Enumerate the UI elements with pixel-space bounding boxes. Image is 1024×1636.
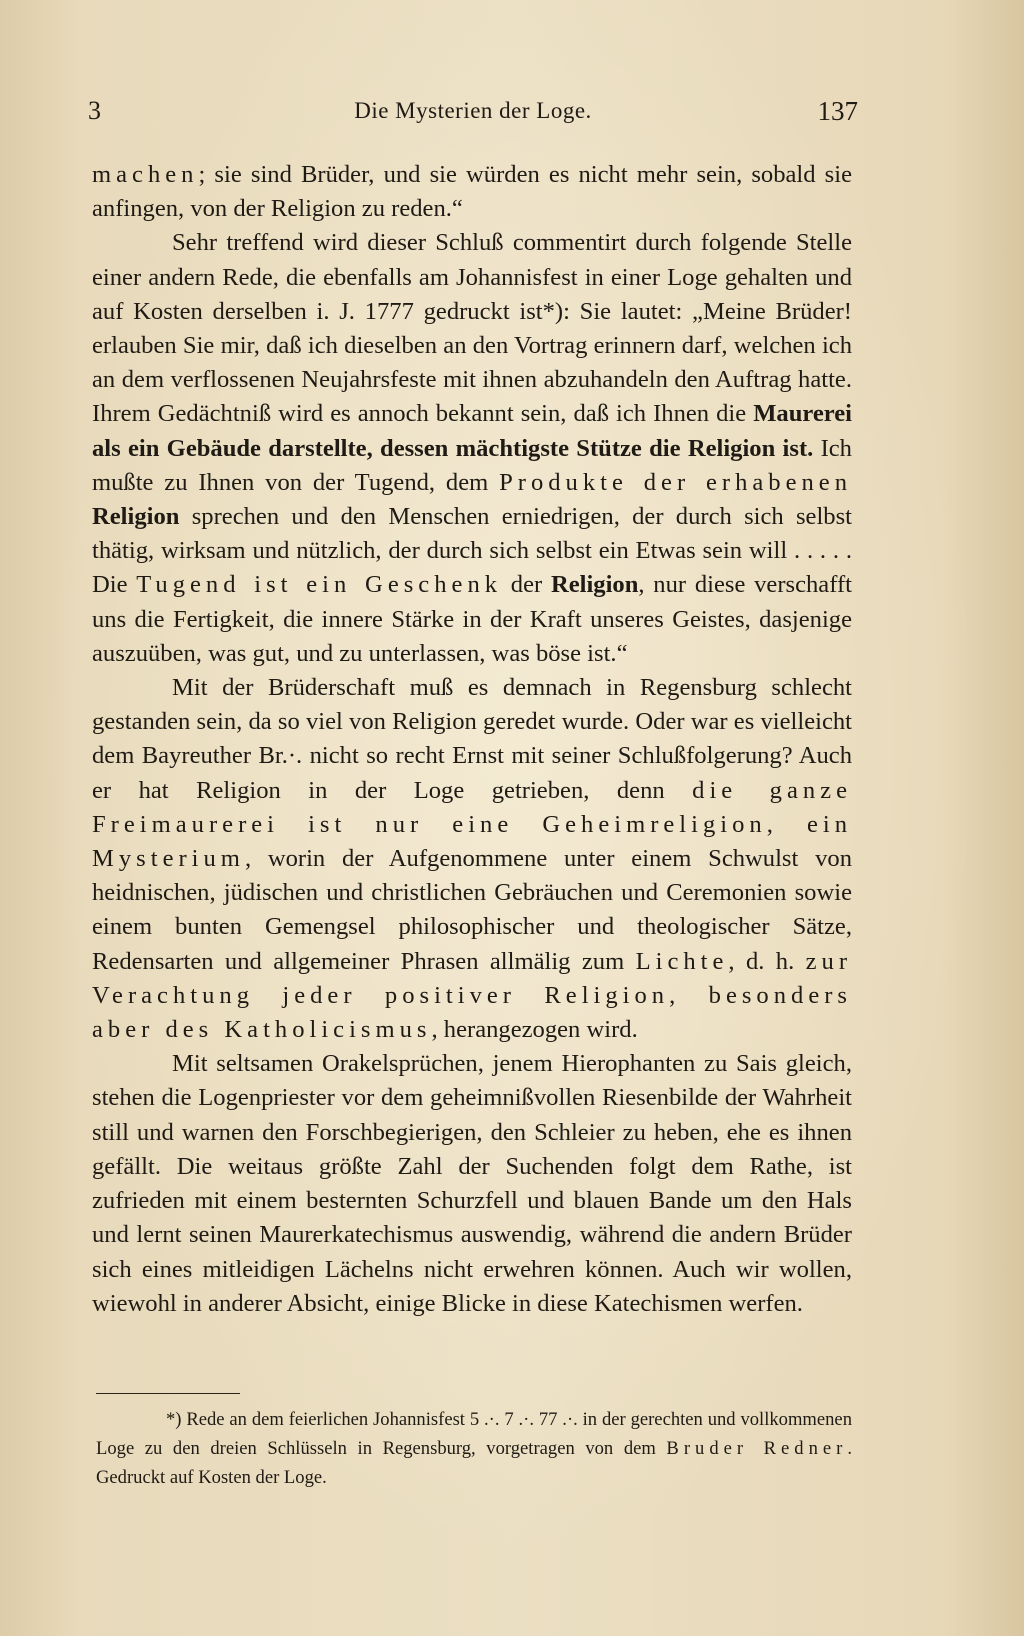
text-run: , nur diese verschafft uns die Fertigkeit, die innere Stärke in der Kraft unseres Geistes, dasjenige auszuüben, was gut, und zu unterlassen, was böse ist.“: [92, 571, 852, 667]
spaced-emphasis: Lichte: [635, 947, 729, 975]
spaced-emphasis: Bruder Redner: [666, 1438, 848, 1459]
spaced-emphasis: Tugend ist ein Geschenk: [136, 571, 503, 599]
text-run: *) Rede an dem feierlichen Johannisfest 5 .·. 7 .·. 77 .·. in der gerechten und vollkommenen Loge zu den dreien Schlüsseln in Regensburg, vorgetragen von dem: [96, 1409, 852, 1459]
text-run: Sehr treffend wird dieser Schluß commentirt durch folgende Stelle einer andern Rede, die ebenfalls am Johannisfest in einer Loge gehalten und auf Kosten derselben i. J. 1777 gedruckt ist*): Sie lautet: „Meine Brüder! erlauben Sie mir, daß ich dieselben an den Vortrag erinnern darf, welchen ich an dem verflossenen Neujahrsfeste mit ihnen abzuhandeln den Auftrag hatte. Ihrem Gedächtniß wird es annoch bekannt sein, daß ich Ihnen die: [92, 229, 852, 428]
printer-signature-mark: 3: [88, 96, 101, 125]
page-number: 137: [817, 96, 858, 126]
paragraph: [92, 671, 852, 1047]
page-header: [88, 92, 858, 132]
text-run: Ich mußte zu Ihnen von der Tugend, dem: [92, 434, 852, 496]
paragraph: [92, 226, 852, 671]
text-run: sprechen und den Menschen erniedrigen, der durch sich selbst thätig, wirksam und nützlich, der durch sich selbst ein Etwas sein will . . . . . Die: [92, 503, 852, 599]
footnote-divider: [96, 1393, 240, 1394]
text-run: der: [502, 571, 551, 599]
text-run: Mit der Brüderschaft muß es demnach in Regensburg schlecht gestanden sein, da so viel von Religion geredet wurde. Oder war es vielleicht dem Bayreuther Br.·. nicht so recht Ernst mit seiner Schlußfolgerung? Auch er hat Religion in der Loge getrieben, denn: [92, 674, 852, 804]
spaced-emphasis: machen: [92, 161, 199, 188]
spaced-emphasis: zur Verachtung jeder positiver Religion, besonders aber des Katholicismus: [92, 947, 853, 1044]
text-run: Mit seltsamen Orakelsprüchen, jenem Hierophanten zu Sais gleich, stehen die Logenpriester vor dem geheimnißvollen Riesenbilde der Wahrheit still und warnen den Forschbegierigen, den Schleier zu heben, ehe es ihnen gefällt. Die weitaus größte Zahl der Suchenden folgt dem Rathe, ist zufrieden mit einem besternten Schurzfell und blauen Bande um den Hals und lernt seinen Maurerkatechismus auswendig, während die andern Brüder sich eines mitleidigen Lächelns nicht erwehren können. Auch wir wollen, wiewohl in anderer Absicht, einige Blicke in diese Katechismen werfen.: [92, 1050, 852, 1317]
spaced-emphasis: die ganze Freimaurerei ist nur eine Geheimreligion, ein Mysterium: [92, 776, 852, 873]
bold-emphasis: Religion: [92, 503, 180, 531]
bold-emphasis: Religion: [550, 571, 639, 599]
text-run: , herangezogen wird.: [431, 1016, 638, 1044]
running-title: Die Mysterien der Loge.: [354, 98, 592, 123]
spaced-emphasis: Produkte der erhabenen: [499, 468, 852, 496]
footnote: [96, 1405, 852, 1492]
text-run: . Gedruckt auf Kosten der Loge.: [96, 1438, 852, 1488]
text-run: , d. h.: [728, 947, 806, 975]
text-run: , worin der Aufgenommene unter einem Schwulst von heidnischen, jüdischen und christlichen Gebräuchen und Ceremonien sowie einem bunten Gemengsel philosophischer und theologischer Sätze, Redensarten und allgemeiner Phrasen allmälig zum: [92, 845, 852, 975]
body-text: [92, 158, 852, 1321]
paragraph: [92, 1047, 852, 1321]
paragraph: [92, 158, 852, 226]
bold-emphasis: Maurerei als ein Gebäude darstellte, dessen mächtigste Stütze die Religion ist.: [92, 400, 852, 462]
text-run: ; sie sind Brüder, und sie würden es nicht mehr sein, sobald sie anfingen, von der Religion zu reden.“: [92, 161, 852, 223]
